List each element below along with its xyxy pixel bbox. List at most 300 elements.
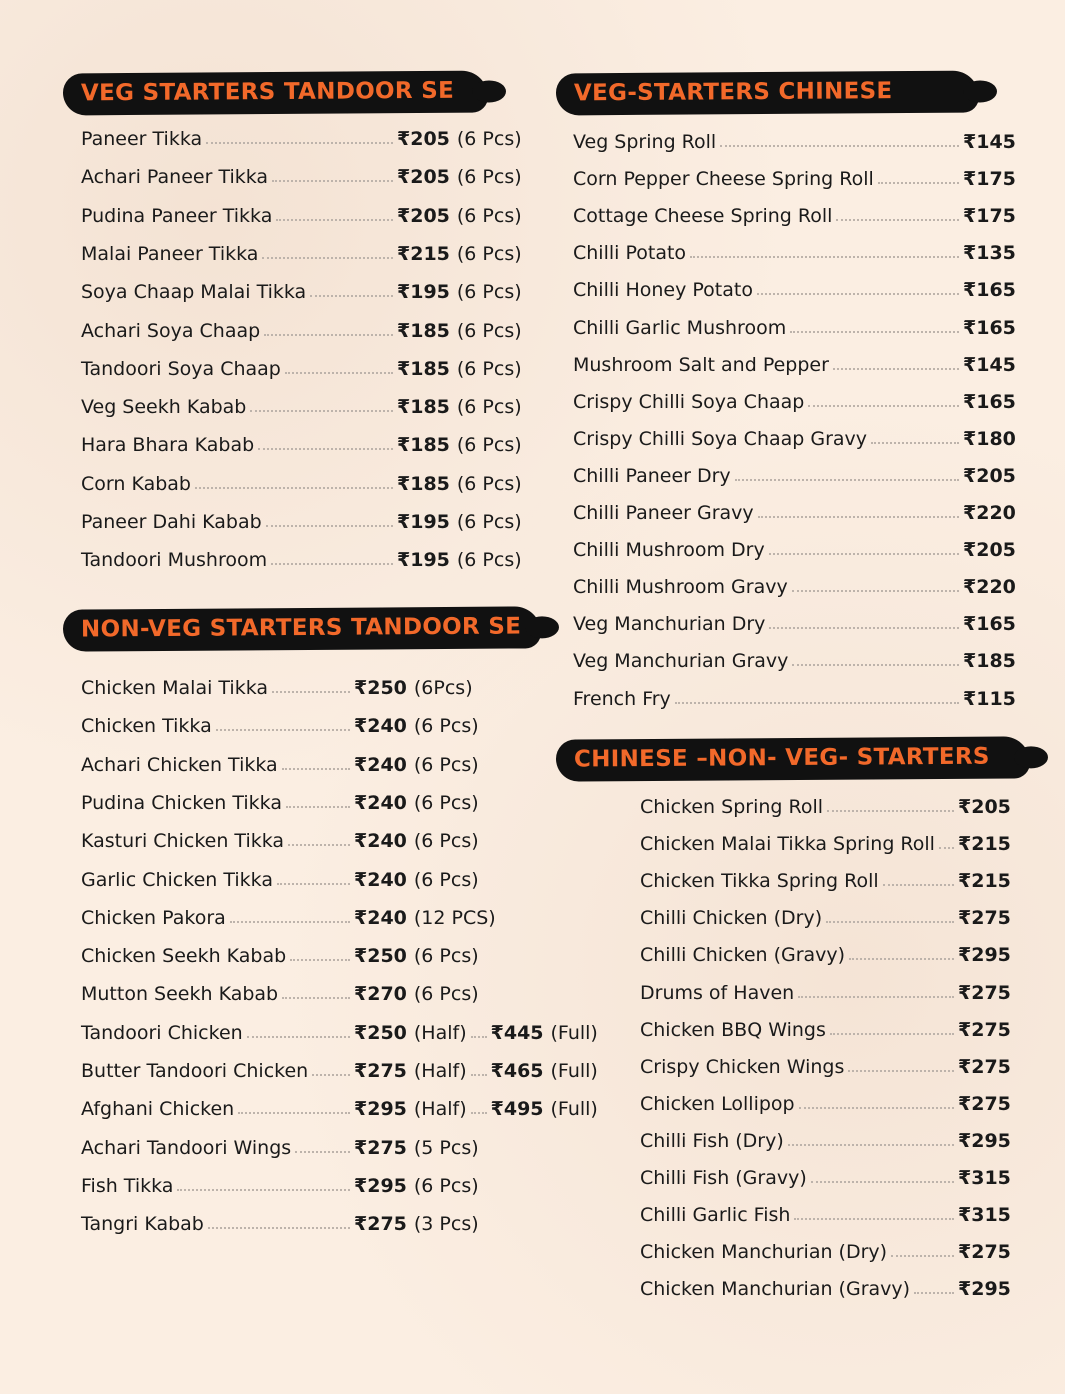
item-full-price: ₹465 xyxy=(490,1060,544,1082)
item-price: ₹185 xyxy=(397,472,450,495)
item-name: Corn Pepper Cheese Spring Roll xyxy=(573,168,874,191)
item-qty: (Half) xyxy=(413,1021,467,1044)
menu-item xyxy=(573,350,963,380)
item-price: ₹135 xyxy=(963,242,1016,265)
item-qty: (6 Pcs) xyxy=(413,715,479,738)
menu-item xyxy=(81,162,397,192)
item-qty: (3 Pcs) xyxy=(413,1213,479,1236)
menu-item xyxy=(81,277,397,307)
menu-item xyxy=(573,572,963,602)
veg-tandoor-banner xyxy=(63,71,488,116)
price-block xyxy=(354,1209,479,1239)
item-name: Fish Tikka xyxy=(81,1174,174,1197)
dot-leader xyxy=(208,1227,350,1229)
item-full-qty: (Full) xyxy=(550,1060,598,1082)
item-name: Achari Soya Chaap xyxy=(81,319,261,342)
dot-leader xyxy=(833,368,959,370)
menu-item xyxy=(81,826,354,856)
price-block xyxy=(397,430,522,460)
item-price: ₹205 xyxy=(397,166,450,189)
dot-leader xyxy=(914,1292,954,1294)
menu-item xyxy=(81,507,397,537)
menu-item xyxy=(81,788,354,818)
full-price-block xyxy=(471,1098,598,1120)
item-price: ₹215 xyxy=(958,833,1011,856)
price-block xyxy=(963,201,1016,231)
dot-leader xyxy=(310,295,393,297)
menu-item xyxy=(640,792,958,822)
item-full-price: ₹445 xyxy=(490,1021,544,1044)
price-block xyxy=(354,1171,479,1201)
item-full-price: ₹495 xyxy=(490,1098,544,1121)
item-name: Chilli Mushroom Gravy xyxy=(573,576,788,599)
price-block xyxy=(963,424,1016,454)
item-qty: (6 Pcs) xyxy=(456,281,522,304)
dot-leader xyxy=(798,996,954,998)
item-name: Veg Seekh Kabab xyxy=(81,396,247,419)
item-qty: (6 Pcs) xyxy=(413,830,479,853)
item-qty: (6 Pcs) xyxy=(456,166,522,189)
item-name: Malai Paneer Tikka xyxy=(81,242,259,265)
item-qty: (6 Pcs) xyxy=(413,753,479,776)
item-name: Chilli Chicken (Dry) xyxy=(640,907,823,930)
menu-item xyxy=(81,354,397,384)
nonveg-tandoor-title: NON-VEG STARTERS TANDOOR SE xyxy=(80,613,522,643)
dot-leader xyxy=(247,1036,350,1038)
item-qty: (6 Pcs) xyxy=(456,472,522,495)
dot-leader xyxy=(271,563,393,565)
menu-item xyxy=(640,829,958,859)
item-name: Chicken Lollipop xyxy=(640,1092,795,1115)
dot-leader xyxy=(675,702,959,704)
dot-leader xyxy=(471,1112,487,1114)
item-name: Chilli Fish (Dry) xyxy=(640,1129,784,1152)
item-name: Chicken Malai Tikka Spring Roll xyxy=(640,833,935,856)
item-name: Drums of Haven xyxy=(640,981,795,1004)
price-block xyxy=(397,354,522,384)
dot-leader xyxy=(735,479,959,481)
dot-leader xyxy=(769,553,959,555)
item-price: ₹250 xyxy=(354,677,407,699)
item-price: ₹240 xyxy=(354,906,407,929)
price-block xyxy=(958,1200,1011,1230)
item-price: ₹240 xyxy=(354,791,407,814)
item-price: ₹275 xyxy=(958,1241,1011,1264)
item-price: ₹145 xyxy=(963,353,1016,376)
item-name: Paneer Dahi Kabab xyxy=(81,511,262,533)
item-price: ₹275 xyxy=(354,1213,407,1236)
item-name: Butter Tandoori Chicken xyxy=(81,1060,309,1082)
dot-leader xyxy=(891,1255,954,1257)
menu-item xyxy=(81,1209,354,1239)
price-block xyxy=(354,1018,598,1048)
price-block xyxy=(354,711,479,741)
price-block xyxy=(963,461,1016,491)
price-block xyxy=(958,1274,1011,1304)
dot-leader xyxy=(836,219,959,221)
dot-leader xyxy=(794,1218,954,1220)
price-block xyxy=(963,127,1016,157)
item-name: Chilli Honey Potato xyxy=(573,279,753,302)
item-price: ₹315 xyxy=(958,1204,1011,1227)
item-name: Crispy Chilli Soya Chaap xyxy=(573,390,805,413)
item-qty: (6 Pcs) xyxy=(413,945,479,968)
dot-leader xyxy=(878,182,959,184)
item-name: Hara Bhara Kabab xyxy=(81,434,255,457)
menu-item xyxy=(81,316,397,346)
menu-item xyxy=(640,903,958,933)
item-name: Chicken Spring Roll xyxy=(640,796,824,818)
menu-item xyxy=(573,424,963,454)
item-name: Achari Paneer Tikka xyxy=(81,166,269,189)
item-name: Paneer Tikka xyxy=(81,128,203,150)
item-price: ₹275 xyxy=(354,1060,407,1082)
item-name: Tandoori Mushroom xyxy=(81,549,268,572)
item-price: ₹295 xyxy=(354,1098,407,1121)
item-name: Chicken BBQ Wings xyxy=(640,1018,826,1041)
menu-item xyxy=(640,1089,958,1119)
price-block xyxy=(397,392,522,422)
item-name: Pudina Chicken Tikka xyxy=(81,791,282,814)
item-qty: (5 Pcs) xyxy=(413,1136,479,1159)
menu-item xyxy=(81,1018,354,1048)
item-price: ₹205 xyxy=(958,796,1011,818)
item-name: Chilli Garlic Fish xyxy=(640,1204,791,1227)
dot-leader xyxy=(272,691,350,693)
dot-leader xyxy=(276,219,393,221)
item-price: ₹115 xyxy=(963,687,1016,710)
menu-item xyxy=(81,469,397,499)
dot-leader xyxy=(195,487,393,489)
item-name: Chilli Paneer Gravy xyxy=(573,502,754,524)
menu-item xyxy=(81,124,397,154)
item-name: French Fry xyxy=(573,687,671,710)
item-name: Chilli Potato xyxy=(573,242,687,265)
dot-leader xyxy=(266,525,393,527)
item-name: Chilli Garlic Mushroom xyxy=(573,316,787,339)
price-block xyxy=(963,387,1016,417)
dot-leader xyxy=(883,884,954,886)
dot-leader xyxy=(282,768,350,770)
dot-leader xyxy=(758,516,959,518)
menu-item xyxy=(81,1094,354,1124)
menu-item xyxy=(81,392,397,422)
item-price: ₹275 xyxy=(958,1018,1011,1041)
price-block xyxy=(397,469,522,499)
item-price: ₹295 xyxy=(958,1129,1011,1152)
price-block xyxy=(963,275,1016,305)
dot-leader xyxy=(792,664,959,666)
price-block xyxy=(958,940,1011,970)
price-block xyxy=(397,277,522,307)
menu-item xyxy=(81,201,397,231)
price-block xyxy=(963,313,1016,343)
menu-item xyxy=(573,313,963,343)
price-block xyxy=(397,124,522,154)
item-price: ₹270 xyxy=(354,983,407,1006)
nonveg-tandoor-banner xyxy=(63,606,541,651)
price-block xyxy=(963,646,1016,676)
dot-leader xyxy=(792,590,959,592)
item-price: ₹175 xyxy=(963,205,1016,228)
dot-leader xyxy=(848,1070,954,1072)
item-price: ₹185 xyxy=(397,319,450,342)
menu-item xyxy=(81,711,354,741)
dot-leader xyxy=(827,810,954,812)
price-block xyxy=(958,866,1011,896)
item-qty: (6 Pcs) xyxy=(456,434,522,457)
menu-item xyxy=(640,940,958,970)
item-price: ₹240 xyxy=(354,868,407,891)
item-price: ₹295 xyxy=(958,1278,1011,1301)
item-price: ₹250 xyxy=(354,945,407,968)
item-price: ₹220 xyxy=(963,576,1016,599)
price-block xyxy=(958,792,1011,822)
item-price: ₹275 xyxy=(354,1136,407,1159)
menu-item xyxy=(81,1056,354,1086)
menu-item xyxy=(81,545,397,575)
item-qty: (6 Pcs) xyxy=(456,396,522,419)
dot-leader xyxy=(258,448,393,450)
dot-leader xyxy=(799,1107,954,1109)
item-qty: (6 Pcs) xyxy=(413,1174,479,1197)
item-price: ₹205 xyxy=(963,464,1016,487)
item-name: Achari Chicken Tikka xyxy=(81,753,278,776)
menu-item xyxy=(573,275,963,305)
menu-item xyxy=(81,1133,354,1163)
veg-tandoor-title: VEG STARTERS TANDOOR SE xyxy=(80,77,455,107)
price-block xyxy=(354,1094,598,1124)
dot-leader xyxy=(788,1144,954,1146)
price-block xyxy=(963,609,1016,639)
price-block xyxy=(958,829,1011,859)
menu-item xyxy=(640,1126,958,1156)
item-name: Corn Kabab xyxy=(81,472,191,495)
dot-leader xyxy=(826,921,954,923)
item-qty: (6 Pcs) xyxy=(456,204,522,227)
menu-item xyxy=(81,941,354,971)
menu-item xyxy=(573,535,963,565)
dot-leader xyxy=(790,331,959,333)
full-price-block xyxy=(471,1060,598,1082)
item-name: Chilli Chicken (Gravy) xyxy=(640,944,846,967)
item-price: ₹315 xyxy=(958,1167,1011,1189)
price-block xyxy=(963,350,1016,380)
menu-item xyxy=(573,201,963,231)
menu-item xyxy=(640,1274,958,1304)
item-price: ₹185 xyxy=(397,434,450,457)
dot-leader xyxy=(720,145,959,147)
item-qty: (6 Pcs) xyxy=(456,319,522,342)
item-qty: (6Pcs) xyxy=(413,677,473,699)
price-block xyxy=(397,239,522,269)
item-price: ₹195 xyxy=(397,549,450,572)
price-block xyxy=(958,1237,1011,1267)
item-name: Veg Spring Roll xyxy=(573,131,717,153)
item-qty: (6 Pcs) xyxy=(456,242,522,265)
dot-leader xyxy=(286,806,350,808)
item-name: Chilli Paneer Dry xyxy=(573,464,731,487)
menu-item xyxy=(640,1237,958,1267)
item-price: ₹295 xyxy=(958,944,1011,967)
price-block xyxy=(958,1163,1011,1193)
dot-leader xyxy=(471,1036,487,1038)
dot-leader xyxy=(238,1112,350,1114)
menu-item xyxy=(81,1171,354,1201)
item-name: Chicken Manchurian (Gravy) xyxy=(640,1278,911,1301)
price-block xyxy=(958,903,1011,933)
menu-item xyxy=(573,609,963,639)
dot-leader xyxy=(288,844,350,846)
item-price: ₹275 xyxy=(958,907,1011,930)
item-name: Tangri Kabab xyxy=(81,1213,204,1236)
item-name: Pudina Paneer Tikka xyxy=(81,204,273,227)
item-name: Veg Manchurian Gravy xyxy=(573,650,789,673)
item-name: Soya Chaap Malai Tikka xyxy=(81,281,307,304)
dot-leader xyxy=(230,921,350,923)
price-block xyxy=(354,788,479,818)
price-block xyxy=(963,572,1016,602)
item-name: Mushroom Salt and Pepper xyxy=(573,353,829,376)
item-name: Veg Manchurian Dry xyxy=(573,613,766,636)
menu-item xyxy=(640,866,958,896)
item-name: Chicken Pakora xyxy=(81,906,226,929)
menu-item xyxy=(81,903,354,933)
item-price: ₹195 xyxy=(397,281,450,304)
item-price: ₹165 xyxy=(963,613,1016,636)
item-price: ₹165 xyxy=(963,279,1016,302)
item-full-qty: (Full) xyxy=(550,1098,598,1121)
item-price: ₹185 xyxy=(397,357,450,380)
menu-item xyxy=(573,461,963,491)
item-price: ₹195 xyxy=(397,511,450,533)
item-qty: (6 Pcs) xyxy=(456,549,522,572)
item-price: ₹205 xyxy=(397,128,450,150)
menu-item xyxy=(640,1200,958,1230)
price-block xyxy=(397,162,522,192)
dot-leader xyxy=(206,142,393,144)
menu-item xyxy=(640,1163,958,1193)
price-block xyxy=(958,1089,1011,1119)
menu-item xyxy=(640,1015,958,1045)
item-price: ₹295 xyxy=(354,1174,407,1197)
item-price: ₹220 xyxy=(963,502,1016,524)
menu-item xyxy=(573,387,963,417)
item-name: Tandoori Soya Chaap xyxy=(81,357,281,380)
item-qty: (6 Pcs) xyxy=(456,511,522,533)
dot-leader xyxy=(939,847,954,849)
dot-leader xyxy=(272,180,393,182)
item-qty: (6 Pcs) xyxy=(456,128,522,150)
nonveg-chinese-title: CHINESE –NON- VEG- STARTERS xyxy=(573,743,990,773)
price-block xyxy=(397,201,522,231)
price-block xyxy=(354,941,479,971)
menu-item xyxy=(573,238,963,268)
item-name: Kasturi Chicken Tikka xyxy=(81,830,285,853)
price-block xyxy=(354,865,479,895)
price-block xyxy=(397,545,522,575)
menu-item xyxy=(573,164,963,194)
item-price: ₹275 xyxy=(958,1055,1011,1078)
item-name: Chicken Tikka xyxy=(81,715,212,738)
menu-item xyxy=(81,750,354,780)
item-price: ₹240 xyxy=(354,830,407,853)
dot-leader xyxy=(811,1181,954,1183)
price-block xyxy=(354,1133,479,1163)
dot-leader xyxy=(285,372,393,374)
item-price: ₹185 xyxy=(963,650,1016,673)
item-qty: (Half) xyxy=(413,1060,467,1082)
dot-leader xyxy=(808,405,959,407)
item-price: ₹250 xyxy=(354,1021,407,1044)
dot-leader xyxy=(871,442,959,444)
item-name: Achari Tandoori Wings xyxy=(81,1136,292,1159)
item-name: Afghani Chicken xyxy=(81,1098,235,1121)
dot-leader xyxy=(216,729,350,731)
price-block xyxy=(963,535,1016,565)
item-price: ₹145 xyxy=(963,131,1016,153)
price-block xyxy=(958,1052,1011,1082)
dot-leader xyxy=(312,1074,350,1076)
price-block xyxy=(958,1126,1011,1156)
item-price: ₹205 xyxy=(963,539,1016,562)
item-price: ₹240 xyxy=(354,753,407,776)
dot-leader xyxy=(757,293,959,295)
price-block xyxy=(354,826,479,856)
item-price: ₹240 xyxy=(354,715,407,738)
item-price: ₹275 xyxy=(958,981,1011,1004)
menu-item xyxy=(573,646,963,676)
item-price: ₹205 xyxy=(397,204,450,227)
item-name: Mutton Seekh Kabab xyxy=(81,983,279,1006)
price-block xyxy=(397,316,522,346)
item-full-qty: (Full) xyxy=(550,1021,598,1044)
price-block xyxy=(397,507,522,537)
item-qty: (12 PCS) xyxy=(413,906,496,929)
dot-leader xyxy=(471,1074,487,1076)
dot-leader xyxy=(690,256,959,258)
item-price: ₹175 xyxy=(963,168,1016,191)
item-qty: (6 Pcs) xyxy=(456,357,522,380)
menu-item xyxy=(573,684,963,714)
price-block xyxy=(354,903,496,933)
menu-item xyxy=(81,430,397,460)
dot-leader xyxy=(769,627,959,629)
full-price-block xyxy=(471,1022,598,1044)
price-block xyxy=(958,978,1011,1008)
item-name: Chicken Manchurian (Dry) xyxy=(640,1241,888,1264)
dot-leader xyxy=(277,883,350,885)
item-name: Garlic Chicken Tikka xyxy=(81,868,273,891)
item-price: ₹215 xyxy=(397,242,450,265)
item-name: Crispy Chilli Soya Chaap Gravy xyxy=(573,427,868,450)
item-qty: (Half) xyxy=(413,1098,467,1121)
item-price: ₹275 xyxy=(958,1092,1011,1115)
dot-leader xyxy=(282,997,350,999)
price-block xyxy=(354,673,473,703)
dot-leader xyxy=(849,958,954,960)
dot-leader xyxy=(290,959,350,961)
dot-leader xyxy=(250,410,393,412)
menu-item xyxy=(81,673,354,703)
menu-item xyxy=(81,979,354,1009)
item-name: Chilli Mushroom Dry xyxy=(573,539,765,562)
menu-item xyxy=(81,239,397,269)
item-name: Crispy Chicken Wings xyxy=(640,1055,845,1078)
item-qty: (6 Pcs) xyxy=(413,983,479,1006)
item-price: ₹215 xyxy=(958,870,1011,893)
price-block xyxy=(354,1056,598,1086)
